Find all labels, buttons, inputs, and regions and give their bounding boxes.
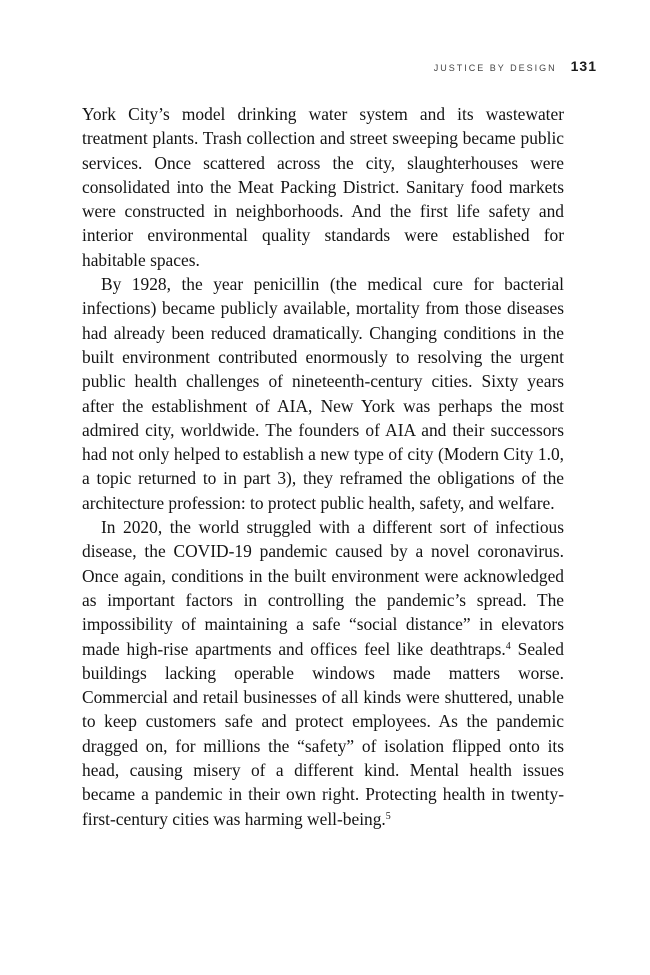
paragraph-3	[82, 515, 564, 831]
page-number: 131	[570, 58, 597, 74]
paragraph-3-text-part-1: In 2020, the world struggled with a different sort of infectious disease, the COVID-19 pandemic caused by a novel coronavirus. Once again, conditions in the built environment were acknowledged as important factors in controlling the pandemic’s spread. The impossibility of maintaining a safe “social distance” in elevators made high-rise apartments and offices feel like deathtraps.	[82, 517, 564, 659]
footnote-ref-4: 4	[505, 640, 511, 652]
paragraph-1	[82, 102, 564, 272]
paragraph-3-text-part-2: Sealed buildings lacking operable windows made matters worse. Commercial and retail businesses of all kinds were shuttered, unable to keep customers safe and protect employees. As the pandemic dragged on, for millions the “safety” of isolation flipped onto its head, causing misery of a different kind. Mental health issues became a pandemic in their own right. Protecting health in twenty-first-century cities was harming well-being.	[82, 638, 565, 829]
paragraph-1-text: York City’s model drinking water system and its wastewater treatment plants. Trash collection and street sweeping became public services. Once scattered across the city, slaughterhouses were consolidated into the Meat Packing District. Sanitary food markets were constructed in neighborhoods. And the first life safety and interior environmental quality standards were established for habitable spaces.	[82, 104, 564, 270]
footnote-ref-5: 5	[385, 810, 391, 822]
paragraph-2-text: By 1928, the year penicillin (the medical cure for bacterial infections) became publicly available, mortality from those diseases had already been reduced dramatically. Changing conditions in the built environment contributed enormously to resolving the urgent public health challenges of nineteenth-century cities. Sixty years after the establishment of AIA, New York was perhaps the most admired city, worldwide. The founders of AIA and their successors had not only helped to establish a new type of city (Modern City 1.0, a topic returned to in part 3), they reframed the obligations of the architecture profession: to protect public health, safety, and welfare.	[82, 274, 564, 513]
running-title: JUSTICE BY DESIGN	[433, 63, 557, 73]
body-text	[82, 102, 564, 831]
paragraph-2	[82, 272, 564, 515]
running-head	[434, 58, 597, 74]
